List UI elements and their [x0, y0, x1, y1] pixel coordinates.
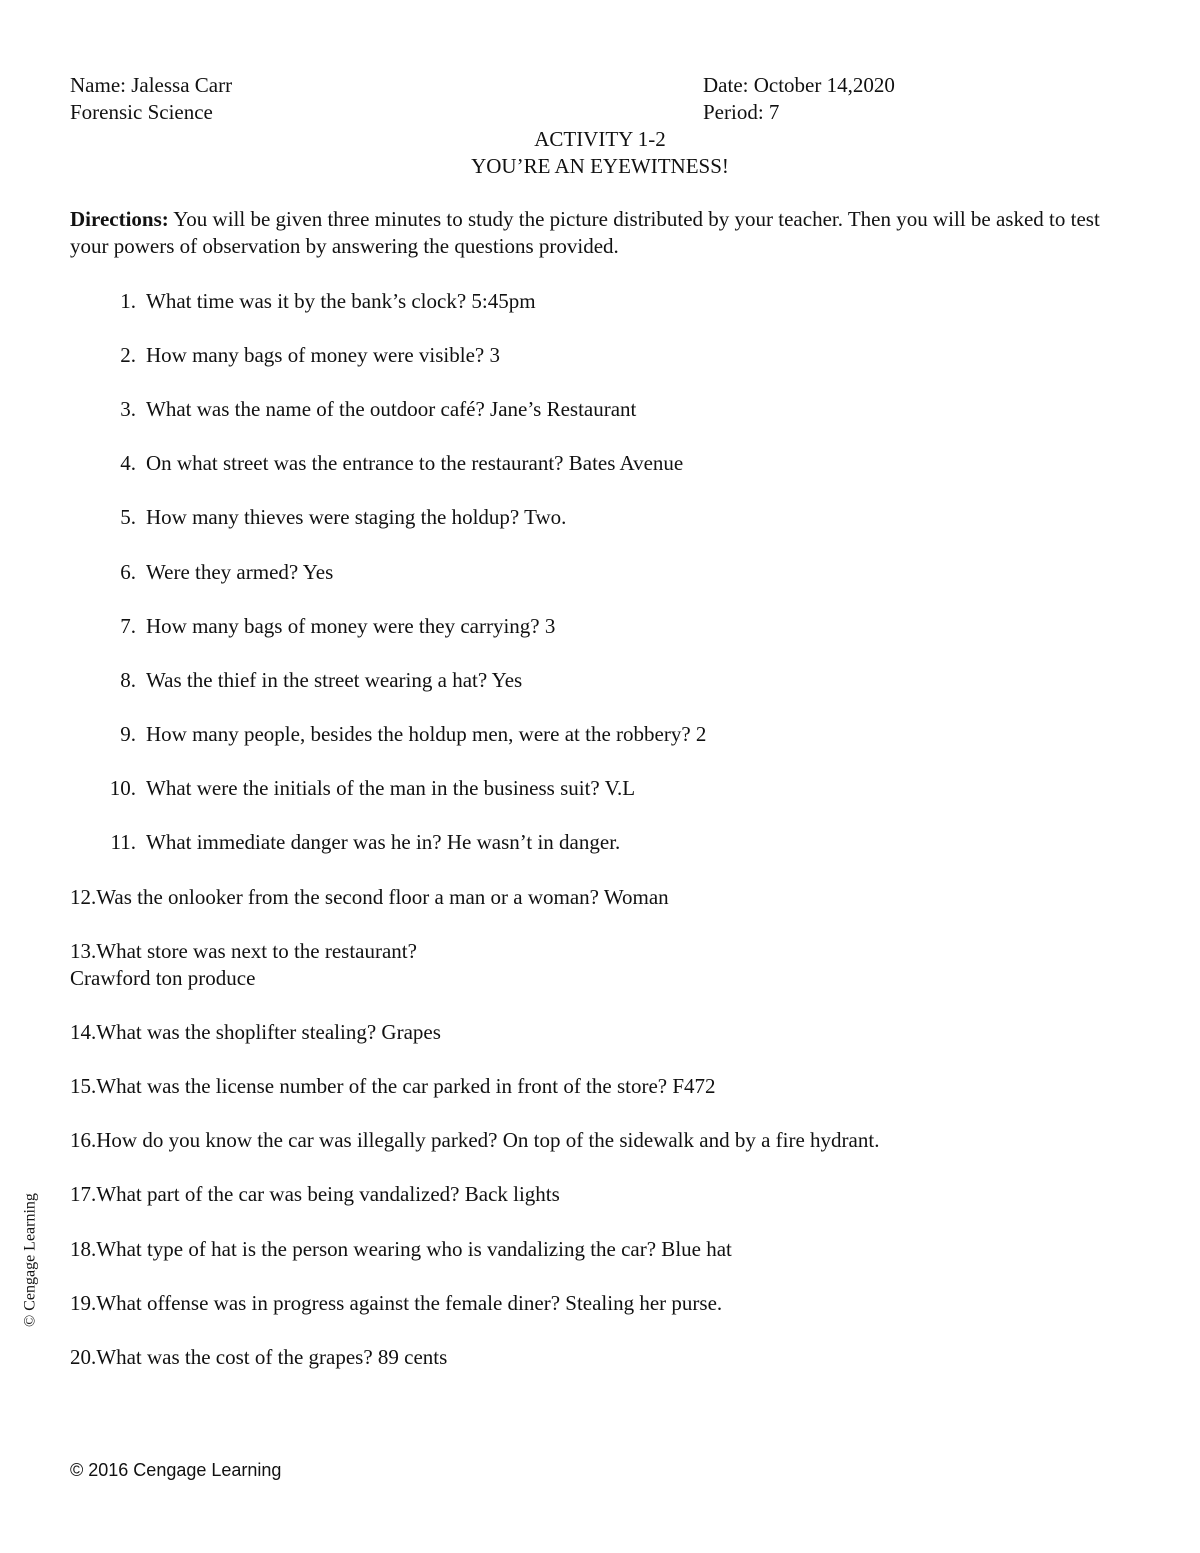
side-copyright: © Cengage Learning [21, 1193, 39, 1327]
question-item [100, 450, 683, 477]
directions-label: Directions: [70, 207, 169, 231]
question-item [100, 559, 333, 586]
student-name: Name: Jalessa Carr [70, 73, 233, 97]
question-item [100, 829, 620, 856]
question-item: 15.What was the license number of the car parked in front of the store? F472 [70, 1074, 716, 1098]
question-text: What time was it by the bank’s clock? 5:45pm [146, 289, 536, 313]
question-number: 3. [120, 397, 136, 421]
question-item: 18.What type of hat is the person wearing who is vandalizing the car? Blue hat [70, 1237, 732, 1261]
question-text: What were the initials of the man in the business suit? V.L [146, 776, 636, 800]
question-text: How many thieves were staging the holdup? Two. [146, 505, 567, 529]
question-number: 1. [120, 289, 136, 313]
question-number: 8. [120, 668, 136, 692]
question-item: 14.What was the shoplifter stealing? Grapes [70, 1020, 441, 1044]
activity-number: ACTIVITY 1-2 [534, 127, 666, 151]
directions [70, 206, 1130, 260]
question-number: 9. [120, 722, 136, 746]
question-item: 20.What was the cost of the grapes? 89 cents [70, 1345, 448, 1369]
question-answer: Crawford ton produce [70, 966, 256, 990]
question-number: 6. [120, 560, 136, 584]
question-item [100, 288, 536, 315]
question-number: 11. [110, 830, 136, 854]
question-text: How many bags of money were visible? 3 [146, 343, 500, 367]
directions-text: You will be given three minutes to study the picture distributed by your teacher. Then you will be asked to test your powers of observation by answering the questions provided. [70, 207, 1100, 258]
period: Period: 7 [703, 100, 780, 124]
question-item [100, 721, 706, 748]
question-number: 2. [120, 343, 136, 367]
question-text: How many bags of money were they carrying? 3 [146, 614, 556, 638]
question-item [100, 775, 635, 802]
footer-copyright: © 2016 Cengage Learning [70, 1460, 282, 1480]
question-number: 4. [120, 451, 136, 475]
question-text: How many people, besides the holdup men, were at the robbery? 2 [146, 722, 707, 746]
question-item: 19.What offense was in progress against the female diner? Stealing her purse. [70, 1291, 723, 1315]
date: Date: October 14,2020 [703, 73, 895, 97]
page-title [0, 126, 1200, 180]
question-number: 5. [120, 505, 136, 529]
question-item: 13.What store was next to the restaurant? [70, 939, 417, 963]
question-item [100, 667, 522, 694]
question-item [100, 613, 555, 640]
header-right [703, 72, 895, 126]
question-item: 12.Was the onlooker from the second floor a man or a woman? Woman [70, 885, 669, 909]
question-number: 10. [109, 776, 136, 800]
question-item [100, 504, 566, 531]
question-text: Was the thief in the street wearing a hat? Yes [146, 668, 523, 692]
course-name: Forensic Science [70, 100, 213, 124]
question-text: On what street was the entrance to the restaurant? Bates Avenue [146, 451, 684, 475]
question-item [100, 342, 500, 369]
question-text: Were they armed? Yes [146, 560, 334, 584]
question-text: What immediate danger was he in? He wasn’t in danger. [146, 830, 621, 854]
question-item [100, 396, 636, 423]
question-number: 7. [120, 614, 136, 638]
question-text: What was the name of the outdoor café? Jane’s Restaurant [146, 397, 637, 421]
header-left [70, 72, 232, 126]
question-item: 17.What part of the car was being vandalized? Back lights [70, 1182, 560, 1206]
activity-title: YOU’RE AN EYEWITNESS! [471, 154, 729, 178]
question-item: 16.How do you know the car was illegally parked? On top of the sidewalk and by a fire hydrant. [70, 1128, 880, 1152]
